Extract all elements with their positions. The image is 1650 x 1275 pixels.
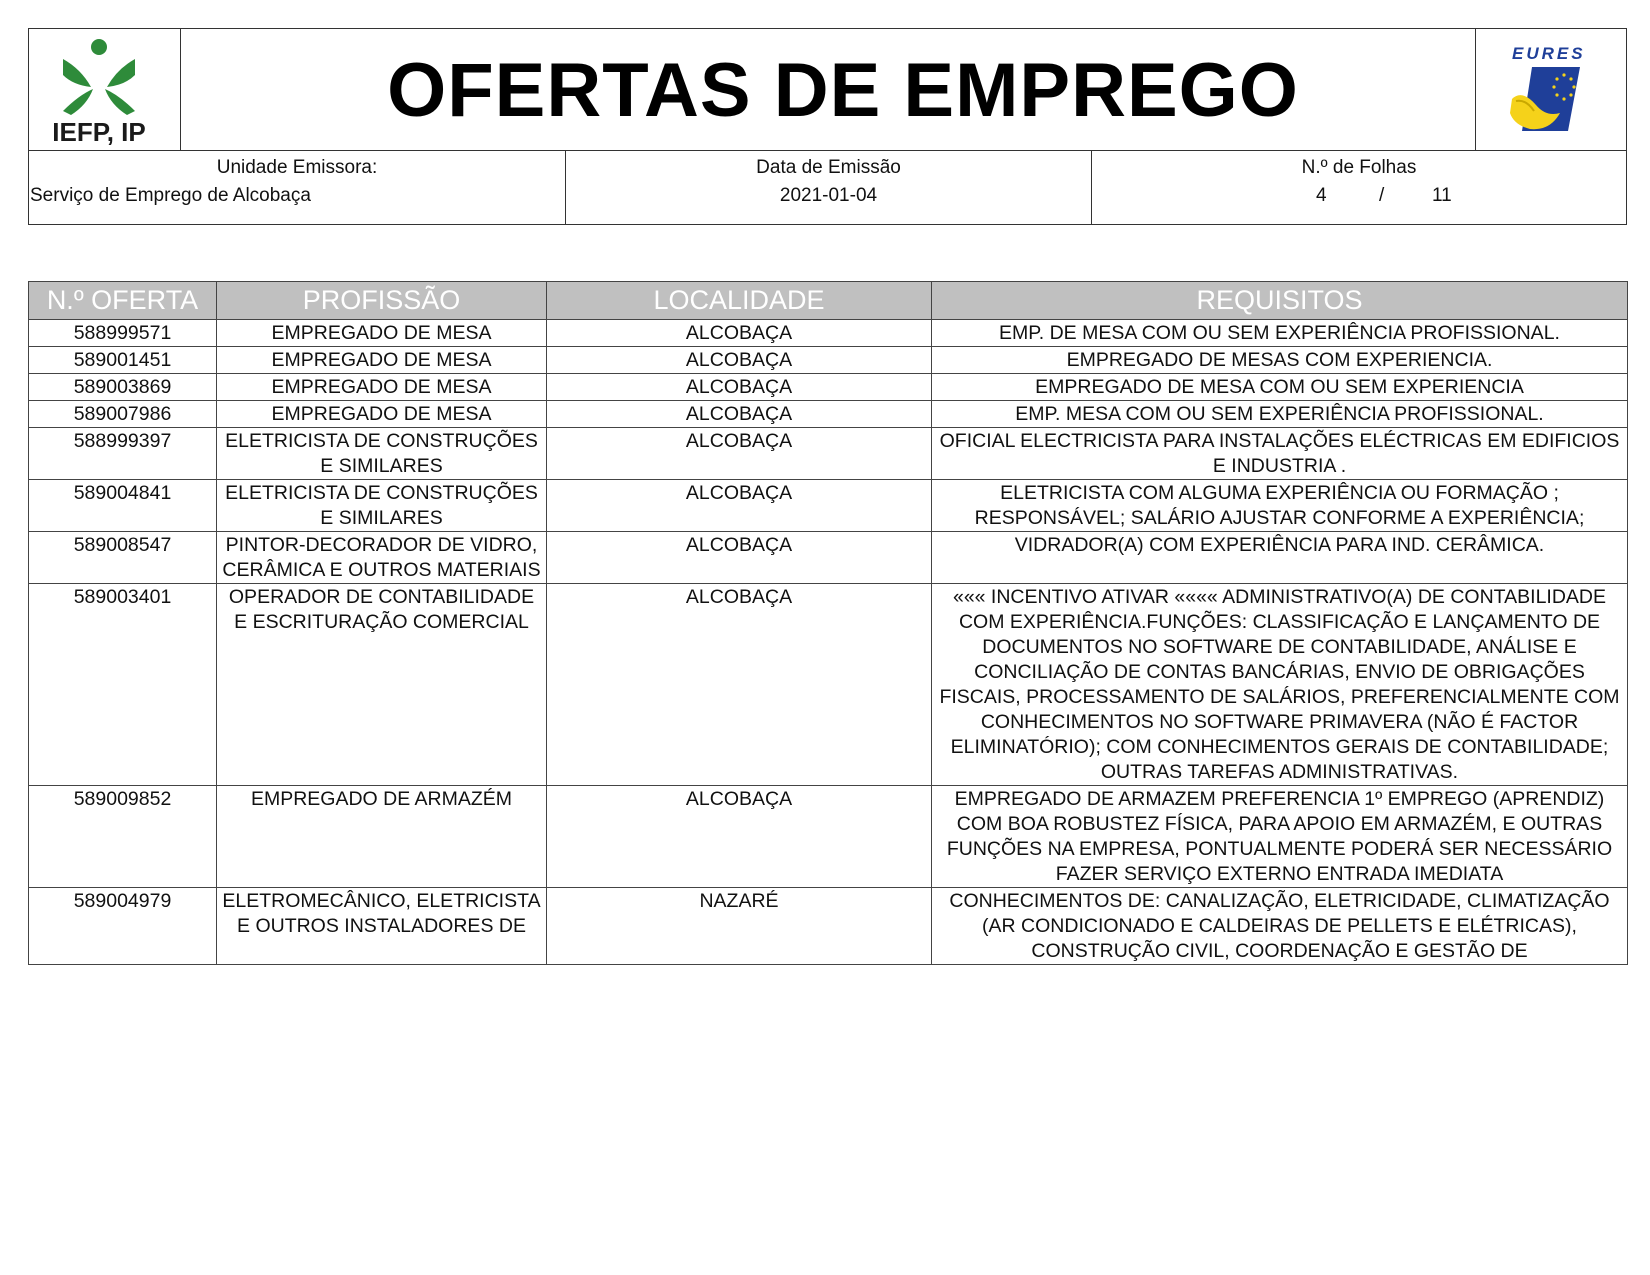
column-header-localidade: LOCALIDADE (547, 282, 932, 320)
offer-profession: EMPREGADO DE MESA (217, 401, 547, 428)
offer-number: 588999397 (29, 428, 217, 480)
offer-requirements: EMPREGADO DE MESAS COM EXPERIENCIA. (932, 347, 1628, 374)
column-header-oferta: N.º OFERTA (29, 282, 217, 320)
table-row (29, 401, 1628, 428)
table-body (29, 320, 1628, 965)
column-header-profissao: PROFISSÃO (217, 282, 547, 320)
offer-profession: OPERADOR DE CONTABILIDADE E ESCRITURAÇÃO COMERCIAL (217, 584, 547, 786)
offer-location: ALCOBAÇA (547, 347, 932, 374)
offer-requirements: EMP. DE MESA COM OU SEM EXPERIÊNCIA PROFISSIONAL. (932, 320, 1628, 347)
offer-location: ALCOBAÇA (547, 584, 932, 786)
offer-profession: EMPREGADO DE MESA (217, 320, 547, 347)
offer-requirements: ««« INCENTIVO ATIVAR «««« ADMINISTRATIVO(A) DE CONTABILIDADE COM EXPERIÊNCIA.FUNÇÕES: CLASSIFICAÇÃO E LANÇAMENTO DE DOCUMENTOS NO SOFTWARE DE CONTABILIDADE, ANÁLISE E CONCILIAÇÃO DE CONTAS BANCÁRIAS, ENVIO DE OBRIGAÇÕES FISCAIS, PROCESSAMENTO DE SALÁRIOS, PREFERENCIALMENTE COM CONHECIMENTOS NO SOFTWARE PRIMAVERA (NÃO É FACTOR ELIMINATÓRIO); COM CONHECIMENTOS GERAIS DE CONTABILIDADE; OUTRAS TAREFAS ADMINISTRATIVAS. (932, 584, 1628, 786)
offer-requirements: OFICIAL ELECTRICISTA PARA INSTALAÇÕES ELÉCTRICAS EM EDIFICIOS E INDUSTRIA . (932, 428, 1628, 480)
table-row (29, 584, 1628, 786)
iefp-logo-cell (29, 29, 181, 151)
header-top-row (29, 29, 1626, 151)
table-row (29, 888, 1628, 965)
offer-profession: ELETROMECÂNICO, ELETRICISTA E OUTROS INSTALADORES DE (217, 888, 547, 965)
table-header (29, 282, 1628, 320)
offer-profession: ELETRICISTA DE CONSTRUÇÕES E SIMILARES (217, 428, 547, 480)
offer-number: 589004979 (29, 888, 217, 965)
offer-number: 589003401 (29, 584, 217, 786)
offer-profession: EMPREGADO DE MESA (217, 374, 547, 401)
emitting-unit-value: Serviço de Emprego de Alcobaça (30, 185, 311, 206)
table-row (29, 347, 1628, 374)
offer-number: 589004841 (29, 480, 217, 532)
offer-location: ALCOBAÇA (547, 480, 932, 532)
offer-number: 589003869 (29, 374, 217, 401)
page-title: OFERTAS DE EMPREGO (387, 47, 1299, 133)
offer-number: 588999571 (29, 320, 217, 347)
sheet-total: 11 (1432, 185, 1452, 206)
table-row (29, 374, 1628, 401)
sheet-current: 4 (1316, 185, 1327, 206)
offer-number: 589008547 (29, 532, 217, 584)
column-header-requisitos: REQUISITOS (932, 282, 1628, 320)
document-header (28, 28, 1627, 225)
table-header-row (29, 282, 1628, 320)
offer-profession: EMPREGADO DE ARMAZÉM (217, 786, 547, 888)
eures-logo-cell (1475, 29, 1626, 151)
offer-location: NAZARÉ (547, 888, 932, 965)
emitting-unit-label: Unidade Emissora: (216, 157, 378, 178)
table-row (29, 428, 1628, 480)
offer-number: 589007986 (29, 401, 217, 428)
table-row (29, 480, 1628, 532)
title-cell (181, 29, 1505, 151)
issue-date (566, 151, 1092, 224)
issue-date-label: Data de Emissão (756, 157, 901, 178)
iefp-logo-text: IEFP, IP (52, 117, 146, 147)
eures-logo-text: EURES (1512, 44, 1586, 63)
iefp-logo-icon (29, 29, 181, 151)
emitting-unit (29, 151, 566, 224)
offer-number: 589009852 (29, 786, 217, 888)
offer-requirements: EMPREGADO DE MESA COM OU SEM EXPERIENCIA (932, 374, 1628, 401)
job-offers-table (28, 281, 1628, 965)
offer-location: ALCOBAÇA (547, 532, 932, 584)
issue-date-value: 2021-01-04 (779, 185, 878, 206)
offer-profession: ELETRICISTA DE CONSTRUÇÕES E SIMILARES (217, 480, 547, 532)
offer-number: 589001451 (29, 347, 217, 374)
offer-requirements: EMP. MESA COM OU SEM EXPERIÊNCIA PROFISSIONAL. (932, 401, 1628, 428)
sheet-count-label: N.º de Folhas (1301, 157, 1417, 178)
table-row (29, 320, 1628, 347)
offer-requirements: EMPREGADO DE ARMAZEM PREFERENCIA 1º EMPREGO (APRENDIZ) COM BOA ROBUSTEZ FÍSICA, PARA APOIO EM ARMAZÉM, E OUTRAS FUNÇÕES NA EMPRESA, PONTUALMENTE PODERÁ SER NECESSÁRIO FAZER SERVIÇO EXTERNO ENTRADA IMEDIATA (932, 786, 1628, 888)
sheet-count (1092, 151, 1626, 224)
header-meta-row (29, 151, 1626, 224)
offer-profession: PINTOR-DECORADOR DE VIDRO, CERÂMICA E OUTROS MATERIAIS (217, 532, 547, 584)
eures-logo-icon (1476, 29, 1627, 151)
offer-location: ALCOBAÇA (547, 428, 932, 480)
table-row (29, 532, 1628, 584)
offer-location: ALCOBAÇA (547, 786, 932, 888)
table-row (29, 786, 1628, 888)
sheet-separator: / (1379, 185, 1385, 206)
offer-location: ALCOBAÇA (547, 374, 932, 401)
offer-requirements: ELETRICISTA COM ALGUMA EXPERIÊNCIA OU FORMAÇÃO ; RESPONSÁVEL; SALÁRIO AJUSTAR CONFORME A EXPERIÊNCIA; (932, 480, 1628, 532)
offer-profession: EMPREGADO DE MESA (217, 347, 547, 374)
offer-requirements: CONHECIMENTOS DE: CANALIZAÇÃO, ELETRICIDADE, CLIMATIZAÇÃO (AR CONDICIONADO E CALDEIRAS DE PELLETS E ELÉTRICAS), CONSTRUÇÃO CIVIL, COORDENAÇÃO E GESTÃO DE (932, 888, 1628, 965)
offer-location: ALCOBAÇA (547, 401, 932, 428)
offer-location: ALCOBAÇA (547, 320, 932, 347)
offer-requirements: VIDRADOR(A) COM EXPERIÊNCIA PARA IND. CERÂMICA. (932, 532, 1628, 584)
